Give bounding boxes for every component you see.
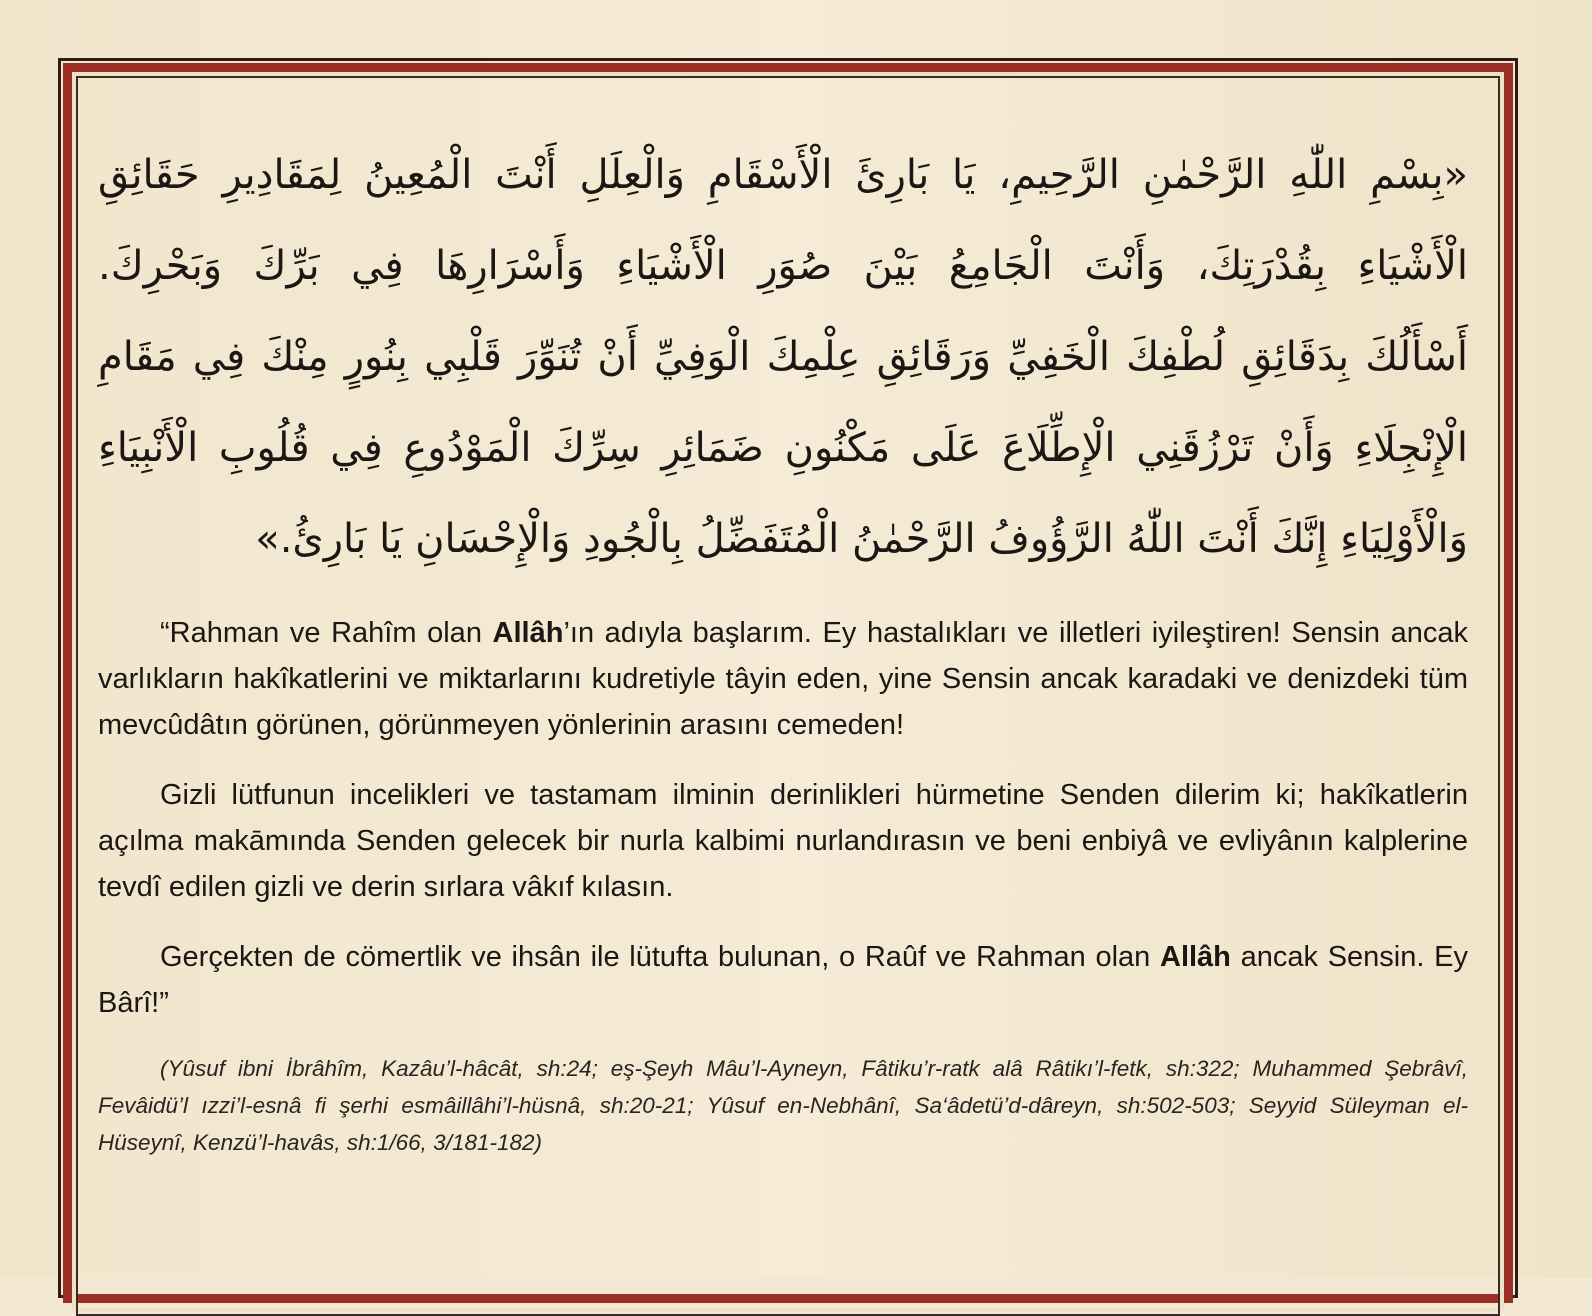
translation-paragraph-1 [98, 610, 1468, 748]
arabic-line: «بِسْمِ اللّٰهِ الرَّحْمٰنِ الرَّحِيمِ، يَا بَارِئَ الْأَسْقَامِ وَالْعِلَلِ أَنْتَ الْمُعِينُ لِمَقَادِيرِ حَقَائِقِ [98, 152, 1468, 198]
arabic-line: أَسْأَلُكَ بِدَقَائِقِ لُطْفِكَ الْخَفِيِّ وَرَقَائِقِ عِلْمِكَ الْوَفِيِّ أَنْ تُنَوِّرَ قَلْبِي بِنُورٍ مِنْكَ فِي مَقَامِ [98, 334, 1468, 380]
translation-text: “Rahman ve Rahîm olan [160, 617, 493, 649]
translation-paragraph-2: Gizli lütfunun incelikleri ve tastamam ilminin derinlikleri hürmetine Senden dilerim ki; hakîkatlerin açılma makāmında Senden gelecek bir nurla kalbimi nurlandırasın ve beni enbiyâ ve evliyânın kalplerine tevdî edilen gizli ve derin sırlara vâkıf kılasın. [98, 779, 1468, 903]
arabic-line: الْأَشْيَاءِ بِقُدْرَتِكَ، وَأَنْتَ الْجَامِعُ بَيْنَ صُوَرِ الْأَشْيَاءِ وَأَسْرَارِهَا فِي بَرِّكَ وَبَحْرِكَ. [98, 243, 1468, 289]
page-content [98, 130, 1468, 1161]
turkish-translation [98, 610, 1468, 1026]
allah-bold: Allâh [492, 617, 564, 649]
source-citation: (Yûsuf ibni İbrâhîm, Kazâu’l-hâcât, sh:24; eş-Şeyh Mâu’l-Ayneyn, Fâtiku’r-ratk alâ Râtikı’l-fetk, sh:322; Muhammed Şebrâvî, Fevâidü’l ızzi’l-esnâ fi şerhi esmâillâhi’l-hüsnâ, sh:20-21; Yûsuf en-Nebhânî, Sa‘âdetü’d-dâreyn, sh:502-503; Seyyid Süleyman el-Hüseynî, Kenzü’l-havâs, sh:1/66, 3/181-182) [98, 1056, 1468, 1155]
arabic-line: الْإِنْجِلَاءِ وَأَنْ تَرْزُقَنِي الْإِطِّلَاعَ عَلَى مَكْنُونِ ضَمَائِرِ سِرِّكَ الْمَوْدُوعِ فِي قُلُوبِ الْأَنْبِيَاءِ [98, 425, 1468, 471]
allah-bold: Allâh [1160, 941, 1231, 973]
arabic-prayer [98, 130, 1468, 585]
translation-paragraph-3 [98, 934, 1468, 1026]
translation-text: Gerçekten de cömertlik ve ihsân ile lütufta bulunan, o Raûf ve Rahman olan [160, 941, 1160, 973]
translation-text: ancak Sensin. Ey Bârî!” [98, 941, 1468, 1019]
translation-text: ’ın adıyla başlarım. Ey hastalıkları ve illetleri iyileştiren! Sensin ancak varlıkların hakîkatlerini ve miktarlarını kudretiyle tâyin eden, yine Sensin ancak karadaki ve denizdeki tüm mevcûdâtın görünen, görünmeyen yönlerinin arasını cemeden! [98, 617, 1468, 741]
arabic-line: وَالْأَوْلِيَاءِ إِنَّكَ أَنْتَ اللّٰهُ الرَّؤُوفُ الرَّحْمٰنُ الْمُتَفَضِّلُ بِالْجُودِ وَالْإِحْسَانِ يَا بَارِئُ.» [255, 516, 1468, 562]
